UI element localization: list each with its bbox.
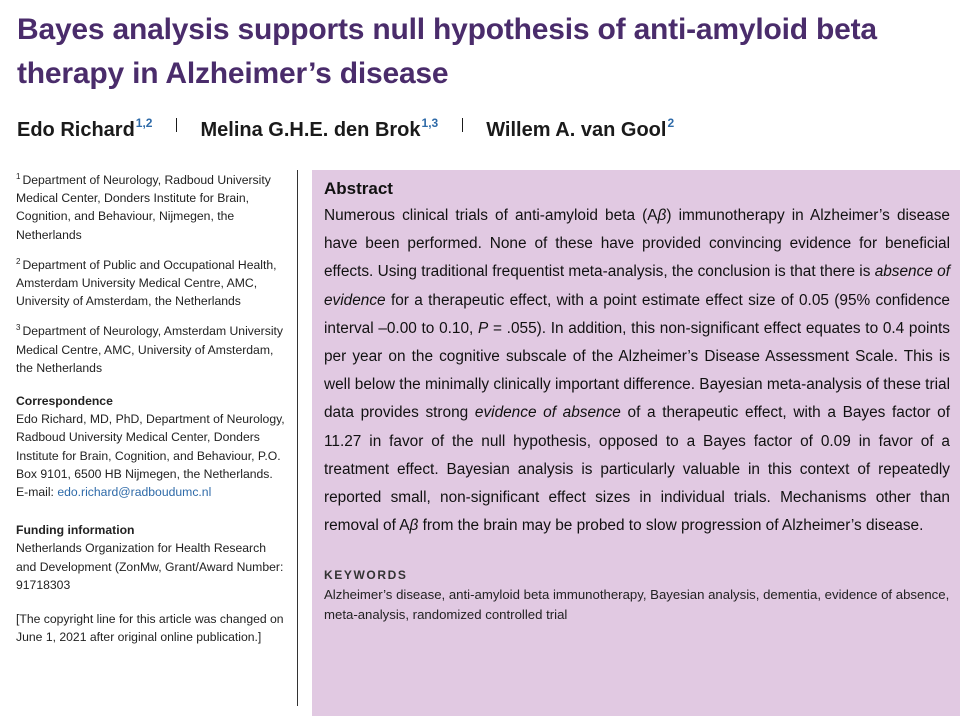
author-separator — [462, 118, 463, 132]
emphasis-text: absence of evidence — [324, 263, 950, 309]
correspondence-email: E-mail: edo.richard@radboudumc.nl — [16, 485, 212, 500]
funding-text: Netherlands Organization for Health Research and Development (ZonMw, Grant/Award Number: 91718303 — [16, 541, 284, 592]
emphasis-text: evidence of absence — [474, 404, 621, 422]
author-affiliation-ref[interactable]: 2 — [667, 116, 675, 130]
p-variable: P — [478, 319, 489, 337]
column-divider — [297, 170, 298, 706]
author-name[interactable]: Melina G.H.E. den Brok$^{1,3}$ — [200, 116, 439, 141]
keywords-text: Alzheimer’s disease, anti-amyloid beta immunotherapy, Bayesian analysis, dementia, evidence of absence, meta-analysis, randomized controlled trial — [324, 587, 950, 623]
beta-symbol: β — [657, 207, 667, 224]
abstract-heading: Abstract — [324, 179, 393, 198]
affiliation: $^2$ Department of Public and Occupational Health, Amsterdam University Medical Centre, AMC, University of Amsterdam, the Netherlands — [16, 256, 277, 309]
keywords-heading: KEYWORDS — [324, 568, 408, 583]
article-sidebar — [16, 168, 288, 646]
abstract-text: Numerous clinical trials of anti-amyloid beta (Aβ) immunotherapy in Alzheimer’s disease have been performed. None of these have provided convincing evidence for beneficial effects. Using traditional frequentist meta-analysis, the conclusion is that there is absence of evidence for a therapeutic effect, with a point estimate effect size of 0.05 (95% confidence interval –0.00 to 0.10, P = .055). In addition, this non-significant effect equates to 0.4 points per year on the cognitive subscale of the Alzheimer’s Disease Assessment Scale. This is well below the minimally clinically important difference. Bayesian meta-analysis of these trial data provides strong evidence of absence of a therapeutic effect, with a Bayes factor of 11.27 in favor of the null hypothesis, opposed to a Bayes factor of 0.09 in favor of a treatment effect. Bayesian analysis is particularly valuable in this context of repeatedly reported small, non-significant effect sizes in individual trials. Mechanisms other than removal of Aβ from the brain may be probed to slow progression of Alzheimer’s disease. — [324, 207, 950, 535]
author-name[interactable]: Edo Richard$^{1,2}$ — [17, 116, 153, 141]
author-list — [17, 114, 674, 144]
author-separator — [176, 118, 177, 132]
correspondence-text: Edo Richard, MD, PhD, Department of Neurology, Radboud University Medical Center, Donders Institute for Brain, Cognition, and Behaviour, P.O. Box 9101, 6500 HB Nijmegen, the Netherlands. — [16, 412, 285, 481]
author-name[interactable]: Willem A. van Gool$^2$ — [486, 116, 675, 141]
beta-symbol: β — [409, 517, 419, 535]
author-affiliation-ref[interactable]: 1,2 — [135, 116, 153, 130]
affiliation: $^3$ Department of Neurology, Amsterdam University Medical Centre, AMC, University of Amsterdam, the Netherlands — [16, 323, 284, 375]
abstract-panel — [312, 170, 960, 716]
funding-heading: Funding information — [16, 523, 135, 538]
affiliation: $^1$ Department of Neurology, Radboud University Medical Center, Donders Institute for Brain, Cognition, and Behaviour, Nijmegen, the Netherlands — [16, 172, 271, 242]
article-title: Bayes analysis supports null hypothesis of anti-amyloid beta therapy in Alzheimer’s disease — [17, 13, 877, 90]
correspondence-heading: Correspondence — [16, 394, 113, 409]
email-link[interactable]: edo.richard@radboudumc.nl — [57, 485, 212, 500]
author-affiliation-ref[interactable]: 1,3 — [421, 116, 439, 130]
copyright-note: [The copyright line for this article was changed on June 1, 2021 after original online publication.] — [16, 612, 284, 645]
